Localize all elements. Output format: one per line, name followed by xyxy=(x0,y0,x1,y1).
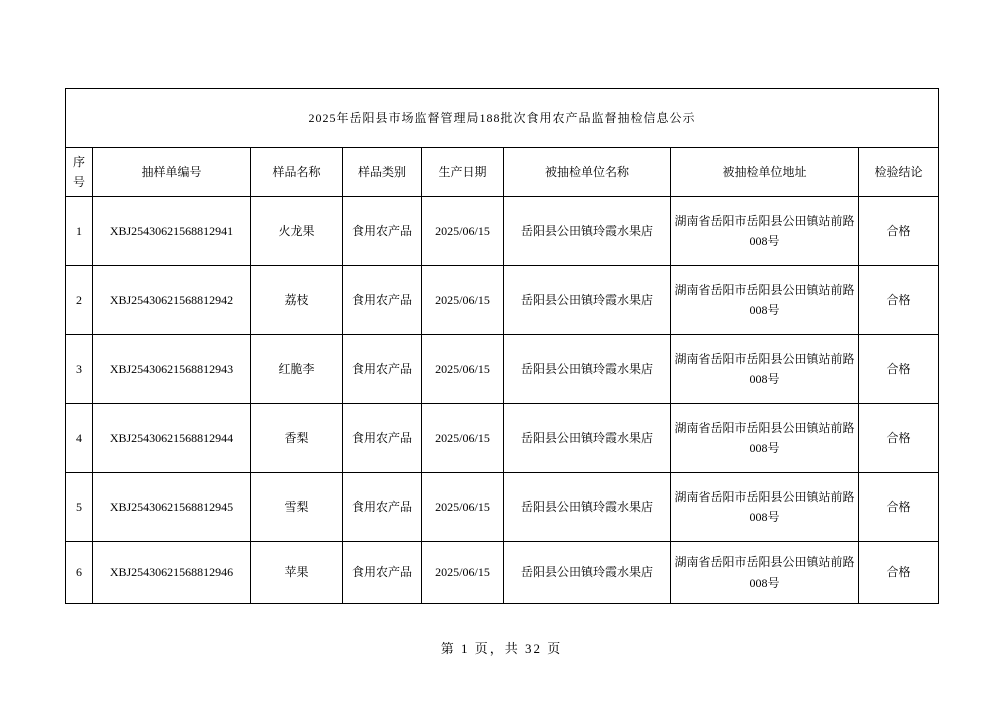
cell-inspected-unit-name: 岳阳县公田镇玲霞水果店 xyxy=(504,197,671,266)
title-row xyxy=(66,89,939,148)
cell-index: 6 xyxy=(66,542,93,604)
cell-conclusion: 合格 xyxy=(859,542,939,604)
cell-inspected-unit-name: 岳阳县公田镇玲霞水果店 xyxy=(504,266,671,335)
cell-sample-name: 红脆李 xyxy=(251,335,343,404)
table-row xyxy=(66,542,939,604)
cell-sample-category: 食用农产品 xyxy=(343,197,422,266)
cell-inspected-unit-address: 湖南省岳阳市岳阳县公田镇站前路008号 xyxy=(671,542,859,604)
column-header-inspected-unit-name: 被抽检单位名称 xyxy=(504,148,671,197)
cell-sample-no: XBJ25430621568812941 xyxy=(93,197,251,266)
cell-sample-name: 荔枝 xyxy=(251,266,343,335)
cell-index: 3 xyxy=(66,335,93,404)
cell-inspected-unit-address: 湖南省岳阳市岳阳县公田镇站前路008号 xyxy=(671,404,859,473)
cell-inspected-unit-name: 岳阳县公田镇玲霞水果店 xyxy=(504,473,671,542)
cell-sample-name: 香梨 xyxy=(251,404,343,473)
cell-sample-no: XBJ25430621568812946 xyxy=(93,542,251,604)
cell-inspected-unit-address: 湖南省岳阳市岳阳县公田镇站前路008号 xyxy=(671,266,859,335)
cell-conclusion: 合格 xyxy=(859,404,939,473)
table-row xyxy=(66,266,939,335)
cell-conclusion: 合格 xyxy=(859,197,939,266)
cell-sample-no: XBJ25430621568812943 xyxy=(93,335,251,404)
cell-production-date: 2025/06/15 xyxy=(422,404,504,473)
cell-inspected-unit-name: 岳阳县公田镇玲霞水果店 xyxy=(504,404,671,473)
cell-sample-category: 食用农产品 xyxy=(343,266,422,335)
cell-production-date: 2025/06/15 xyxy=(422,542,504,604)
cell-sample-category: 食用农产品 xyxy=(343,542,422,604)
cell-sample-no: XBJ25430621568812942 xyxy=(93,266,251,335)
cell-conclusion: 合格 xyxy=(859,335,939,404)
cell-inspected-unit-address: 湖南省岳阳市岳阳县公田镇站前路008号 xyxy=(671,197,859,266)
inspection-results-table xyxy=(65,88,939,604)
cell-sample-name: 雪梨 xyxy=(251,473,343,542)
column-header-conclusion: 检验结论 xyxy=(859,148,939,197)
cell-sample-name: 苹果 xyxy=(251,542,343,604)
cell-sample-category: 食用农产品 xyxy=(343,404,422,473)
column-header-production-date: 生产日期 xyxy=(422,148,504,197)
column-header-sample-category: 样品类别 xyxy=(343,148,422,197)
cell-index: 1 xyxy=(66,197,93,266)
column-header-sample-no: 抽样单编号 xyxy=(93,148,251,197)
column-header-inspected-unit-address: 被抽检单位地址 xyxy=(671,148,859,197)
table-row xyxy=(66,404,939,473)
cell-sample-name: 火龙果 xyxy=(251,197,343,266)
table-row xyxy=(66,473,939,542)
cell-sample-category: 食用农产品 xyxy=(343,473,422,542)
cell-production-date: 2025/06/15 xyxy=(422,473,504,542)
table-body xyxy=(66,197,939,604)
cell-inspected-unit-address: 湖南省岳阳市岳阳县公田镇站前路008号 xyxy=(671,335,859,404)
cell-sample-no: XBJ25430621568812944 xyxy=(93,404,251,473)
column-header-index: 序号 xyxy=(66,148,93,197)
column-header-sample-name: 样品名称 xyxy=(251,148,343,197)
cell-conclusion: 合格 xyxy=(859,266,939,335)
cell-index: 5 xyxy=(66,473,93,542)
cell-index: 2 xyxy=(66,266,93,335)
page-number-indicator: 第 1 页，共 32 页 xyxy=(440,641,563,656)
table-header-row xyxy=(66,148,939,197)
cell-production-date: 2025/06/15 xyxy=(422,335,504,404)
cell-inspected-unit-name: 岳阳县公田镇玲霞水果店 xyxy=(504,335,671,404)
cell-production-date: 2025/06/15 xyxy=(422,266,504,335)
page-title: 2025年岳阳县市场监督管理局188批次食用农产品监督抽检信息公示 xyxy=(66,89,939,148)
cell-sample-no: XBJ25430621568812945 xyxy=(93,473,251,542)
table-row xyxy=(66,335,939,404)
cell-inspected-unit-name: 岳阳县公田镇玲霞水果店 xyxy=(504,542,671,604)
cell-index: 4 xyxy=(66,404,93,473)
cell-inspected-unit-address: 湖南省岳阳市岳阳县公田镇站前路008号 xyxy=(671,473,859,542)
cell-production-date: 2025/06/15 xyxy=(422,197,504,266)
cell-sample-category: 食用农产品 xyxy=(343,335,422,404)
table-row xyxy=(66,197,939,266)
document-page xyxy=(65,88,938,657)
cell-conclusion: 合格 xyxy=(859,473,939,542)
